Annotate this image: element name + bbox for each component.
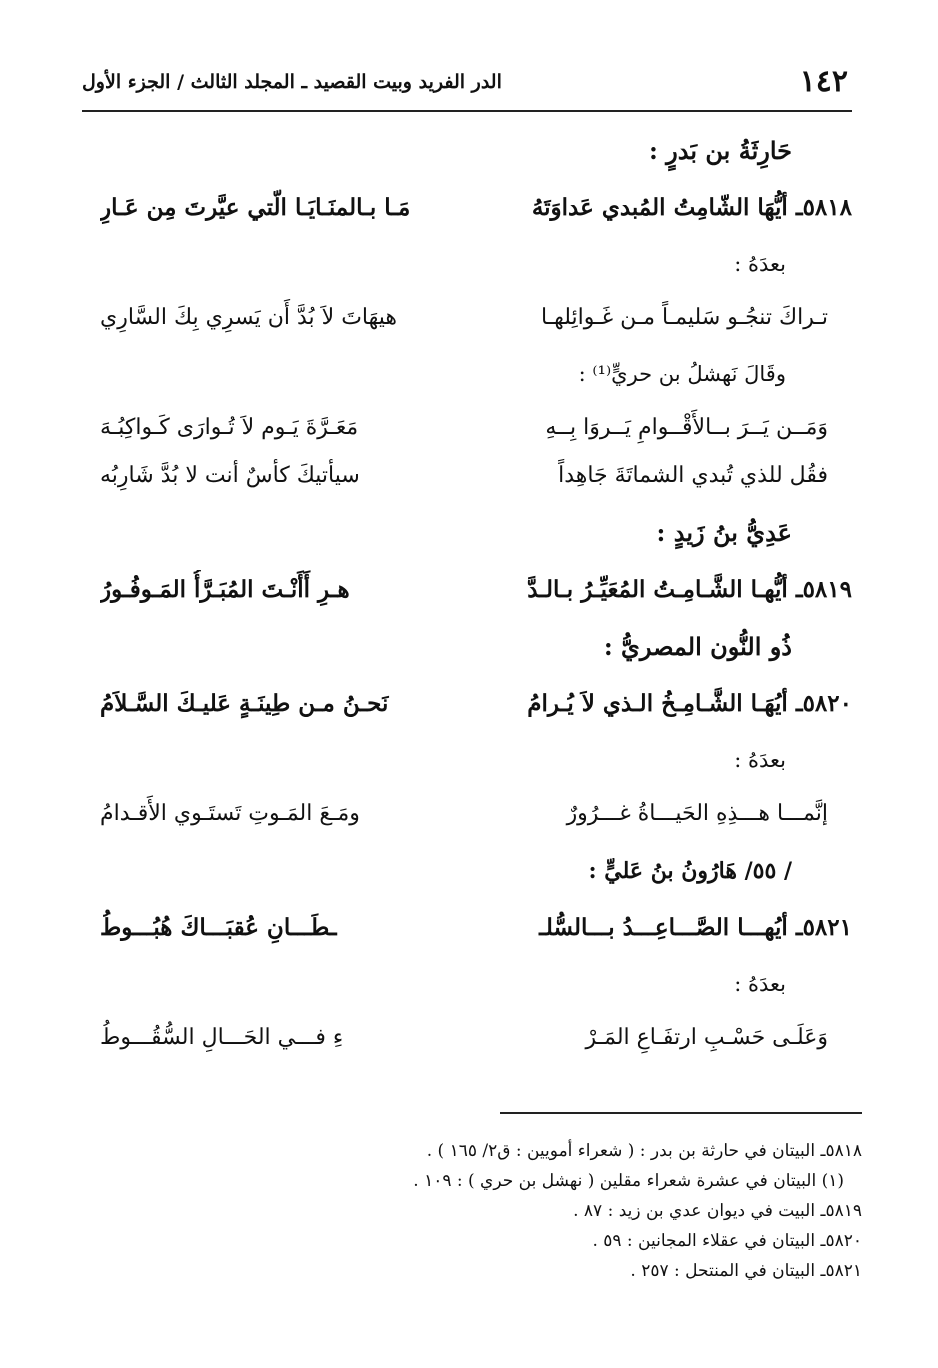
verse-first-hemistich: وَمَــن يَــرَ بــالأَقْــوامِ يَــروَا بِــهِ bbox=[545, 415, 828, 440]
verse-number: ٥٨١٩ـ bbox=[795, 576, 852, 603]
verse-second-hemistich: مَعَـرَّةَ يَـوم لاَ تُـوارَى كَـواكِبُـهَ bbox=[100, 415, 359, 440]
verse-number: ٥٨٢٠ـ bbox=[795, 690, 852, 717]
verse-second-hemistich: ءِ فـــي الحَـــالِ السُّقُـــوطُ bbox=[100, 1025, 344, 1050]
verse-first-hemistich bbox=[484, 908, 852, 948]
verse-first-hemistich: فقُل للذي تُبدي الشماتَةَ جَاهِداً bbox=[558, 463, 828, 488]
verse-5818 bbox=[100, 180, 852, 242]
verse-first-hemistich: وَعَلَـى حَسْـبِ ارتفَـاعِ المَـرْ bbox=[585, 1025, 828, 1050]
speaker-heading: حَارِثَةُ بن بَدرٍ : bbox=[648, 136, 792, 165]
verse-5819 bbox=[100, 562, 852, 624]
after-label: بعدَهُ : bbox=[734, 748, 786, 772]
verse-second-hemistich: ـطَـــانِ عُقبَـــاكَ هُبُـــوطُ bbox=[100, 914, 337, 941]
footnote: (١) البيتان في عشرة شعراء مقلين ( نهشل بن حري ) : ١٠٩ . bbox=[413, 1171, 844, 1191]
verse-second-hemistich: ومَـعَ المَـوتِ تَستَـوي الأَقـدامُ bbox=[100, 801, 360, 826]
verse-nahshal-1 bbox=[100, 400, 852, 448]
verse-first-hemistich bbox=[484, 570, 852, 610]
verse-first-hemistich: تـراكَ تنجُـو سَليمـاً مـن غَـوائِلهـا bbox=[540, 305, 828, 330]
verse-second-hemistich: هـرِ أَأَنْـتَ المُبَـرَّأُ المَـوفُـورُ bbox=[100, 576, 350, 603]
hemistich-text: أيُّهـا الشَّـامِـتُ المُعَيِّـرُ بـالـدَّ bbox=[527, 576, 788, 603]
footnote: ٥٨٢١ـ البيتان في المنتحل : ٢٥٧ . bbox=[630, 1261, 862, 1281]
verse-5820-continuation bbox=[100, 786, 852, 848]
footnote-rule bbox=[500, 1112, 862, 1114]
verse-5818-continuation bbox=[100, 290, 852, 352]
verse-first-hemistich: إنَّمـــا هـــذِهِ الحَيـــاةُ غـــرُورٌ bbox=[566, 801, 828, 826]
page-header bbox=[82, 58, 848, 106]
verse-second-hemistich: نَحـنُ مـن طِينَـةٍ عَليـكَ السَّـلاَمُ bbox=[100, 690, 389, 717]
verse-first-hemistich bbox=[484, 188, 852, 228]
verse-first-hemistich bbox=[484, 684, 852, 724]
after-label: بعدَهُ : bbox=[734, 252, 786, 276]
verse-second-hemistich: هيهَاتَ لاَ بُدَّ أَن يَسرِي بِكَ السَّارِي bbox=[100, 305, 397, 330]
speaker-heading: ذُو النُّون المصريُّ : bbox=[603, 632, 792, 661]
verse-5820 bbox=[100, 676, 852, 738]
hemistich-text: أيُّهَا الشّامِتُ المُبدي عَداوَتَهُ bbox=[531, 194, 788, 221]
verse-second-hemistich: مَـا بـالمنَـايَـا الّتي عيَّرتَ مِن عَـارِ bbox=[100, 194, 411, 221]
speaker-heading: عَدِيُّ بنُ زَيدٍ : bbox=[656, 518, 792, 547]
poetry-body bbox=[100, 128, 852, 1072]
hemistich-text: أيُهَـا الشَّـامِـخُ الـذي لاَ يُـرامُ bbox=[527, 690, 788, 717]
verse-5821 bbox=[100, 900, 852, 962]
page-number: ١٤٢ bbox=[799, 64, 848, 99]
footnotes bbox=[82, 1136, 862, 1286]
footnote: ٥٨٢٠ـ البيتان في عقلاء المجانين : ٥٩ . bbox=[592, 1231, 862, 1251]
verse-number: ٥٨٢١ـ bbox=[795, 914, 852, 941]
verse-number: ٥٨١٨ـ bbox=[795, 194, 852, 221]
verse-5821-continuation bbox=[100, 1010, 852, 1072]
verse-second-hemistich: سيأتيكَ كأسٌ أنت لا بُدَّ شَارِبُه bbox=[100, 463, 360, 488]
after-label: بعدَهُ : bbox=[734, 972, 786, 996]
header-rule bbox=[82, 110, 852, 112]
hemistich-text: أيُهـــا الصَّـــاعِـــدُ بـــالسُّلـ bbox=[539, 914, 788, 941]
verse-nahshal-2 bbox=[100, 448, 852, 510]
footnote: ٥٨١٨ـ البيتان في حارثة بن بدر : ( شعراء أمويين : ق٢/ ١٦٥ ) . bbox=[426, 1141, 862, 1161]
speaker-heading: / ٥٥/ هَارُونُ بنُ عَليٍّ : bbox=[588, 858, 792, 884]
speaker-heading-nahshal: وقَالَ نَهشلُ بن حريٍّ⁽¹⁾ : bbox=[578, 362, 786, 386]
footnote: ٥٨١٩ـ البيت في ديوان عدي بن زيد : ٨٧ . bbox=[573, 1201, 862, 1221]
running-title: الدر الفريد وبيت القصيد ـ المجلد الثالث / الجزء الأول bbox=[82, 71, 502, 93]
